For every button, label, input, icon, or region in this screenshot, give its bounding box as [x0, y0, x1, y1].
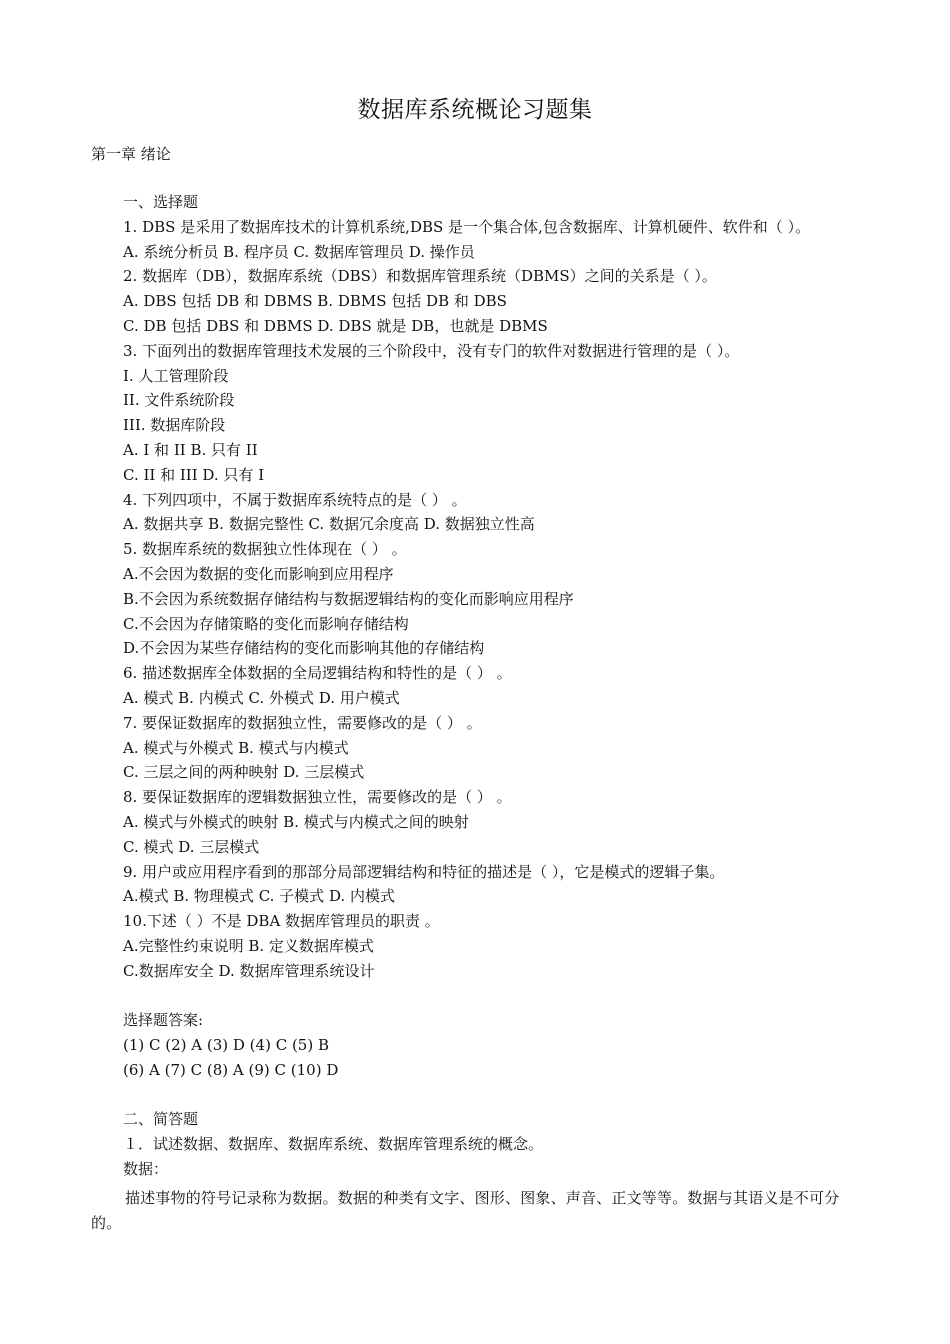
- question-line: 3. 下面列出的数据库管理技术发展的三个阶段中，没有专门的软件对数据进行管理的是（ ）。: [123, 341, 740, 360]
- question-line: A. 数据共享 B. 数据完整性 C. 数据冗余度高 D. 数据独立性高: [123, 515, 535, 534]
- question-line: 10.下述（ ）不是 DBA 数据库管理员的职责 。: [123, 912, 440, 931]
- question-line: C.数据库安全 D. 数据库管理系统设计: [123, 961, 375, 980]
- spacer: [123, 984, 883, 1009]
- question-line: 5. 数据库系统的数据独立性体现在（ ） 。: [123, 540, 407, 559]
- question-line: A. 模式 B. 内模式 C. 外模式 D. 用户模式: [123, 688, 400, 707]
- question-line: I. 人工管理阶段: [123, 366, 229, 385]
- spacer: [123, 1083, 883, 1108]
- question-line: A. I 和 II B. 只有 II: [123, 440, 258, 459]
- question-line: D.不会因为某些存储结构的变化而影响其他的存储结构: [123, 639, 485, 658]
- question-line: 4. 下列四项中，不属于数据库系统特点的是（ ） 。: [123, 490, 467, 509]
- document-title: 数据库系统概论习题集: [357, 97, 593, 123]
- section-heading-choice: 一、选择题: [123, 193, 199, 211]
- answers-list: [123, 1033, 883, 1083]
- question-line: 1. DBS 是采用了数据库技术的计算机系统,DBS 是一个集合体,包含数据库、计算机硬件、软件和（ ）。: [123, 217, 811, 236]
- question-line: A.完整性约束说明 B. 定义数据库模式: [123, 936, 374, 955]
- question-line: 9. 用户或应用程序看到的那部分局部逻辑结构和特征的描述是（ ），它是模式的逻辑子集。: [123, 862, 725, 881]
- question-line: 7. 要保证数据库的数据独立性，需要修改的是（ ） 。: [123, 713, 482, 732]
- question-line: 2. 数据库（DB），数据库系统（DBS）和数据库管理系统（DBMS）之间的关系是（ ）。: [123, 267, 717, 286]
- section-heading-short-answer: 二、简答题: [123, 1110, 199, 1129]
- answers-heading: 选择题答案:: [123, 1011, 204, 1030]
- choice-section: [123, 190, 883, 1182]
- question-line: B.不会因为系统数据存储结构与数据逻辑结构的变化而影响应用程序: [123, 589, 574, 608]
- question-line: A. 系统分析员 B. 程序员 C. 数据库管理员 D. 操作员: [123, 242, 475, 261]
- question-line: A.不会因为数据的变化而影响到应用程序: [123, 564, 394, 583]
- data-label: 数据：: [123, 1160, 169, 1179]
- question-list: [123, 215, 883, 984]
- question-line: 6. 描述数据库全体数据的全局逻辑结构和特性的是（ ） 。: [123, 664, 512, 683]
- question-line: A.模式 B. 物理模式 C. 子模式 D. 内模式: [123, 887, 395, 906]
- question-line: A. 模式与外模式 B. 模式与内模式: [123, 738, 349, 757]
- question-line: C. II 和 III D. 只有 I: [123, 465, 265, 484]
- question-line: 8. 要保证数据库的逻辑数据独立性，需要修改的是（ ） 。: [123, 788, 512, 807]
- chapter-heading: 第一章 绪论: [91, 145, 171, 163]
- question-line: C. DB 包括 DBS 和 DBMS D. DBS 就是 DB，也就是 DBMS: [123, 316, 548, 335]
- question-line: II. 文件系统阶段: [123, 391, 235, 410]
- answer-line: (1) C (2) A (3) D (4) C (5) B: [123, 1036, 329, 1055]
- question-line: A. DBS 包括 DB 和 DBMS B. DBMS 包括 DB 和 DBS: [123, 292, 507, 311]
- question-line: C.不会因为存储策略的变化而影响存储结构: [123, 614, 409, 633]
- answer-line: (6) A (7) C (8) A (9) C (10) D: [123, 1060, 339, 1079]
- question-line: C. 三层之间的两种映射 D. 三层模式: [123, 763, 365, 782]
- data-definition-paragraph: 描述事物的符号记录称为数据。数据的种类有文字、图形、图象、声音、正文等等。数据与其语义是不可分的。: [91, 1189, 840, 1232]
- question-line: III. 数据库阶段: [123, 416, 226, 435]
- short-question-1: １．试述数据、数据库、数据库系统、数据库管理系统的概念。: [123, 1135, 544, 1154]
- question-line: A. 模式与外模式的映射 B. 模式与内模式之间的映射: [123, 812, 469, 831]
- question-line: C. 模式 D. 三层模式: [123, 837, 260, 856]
